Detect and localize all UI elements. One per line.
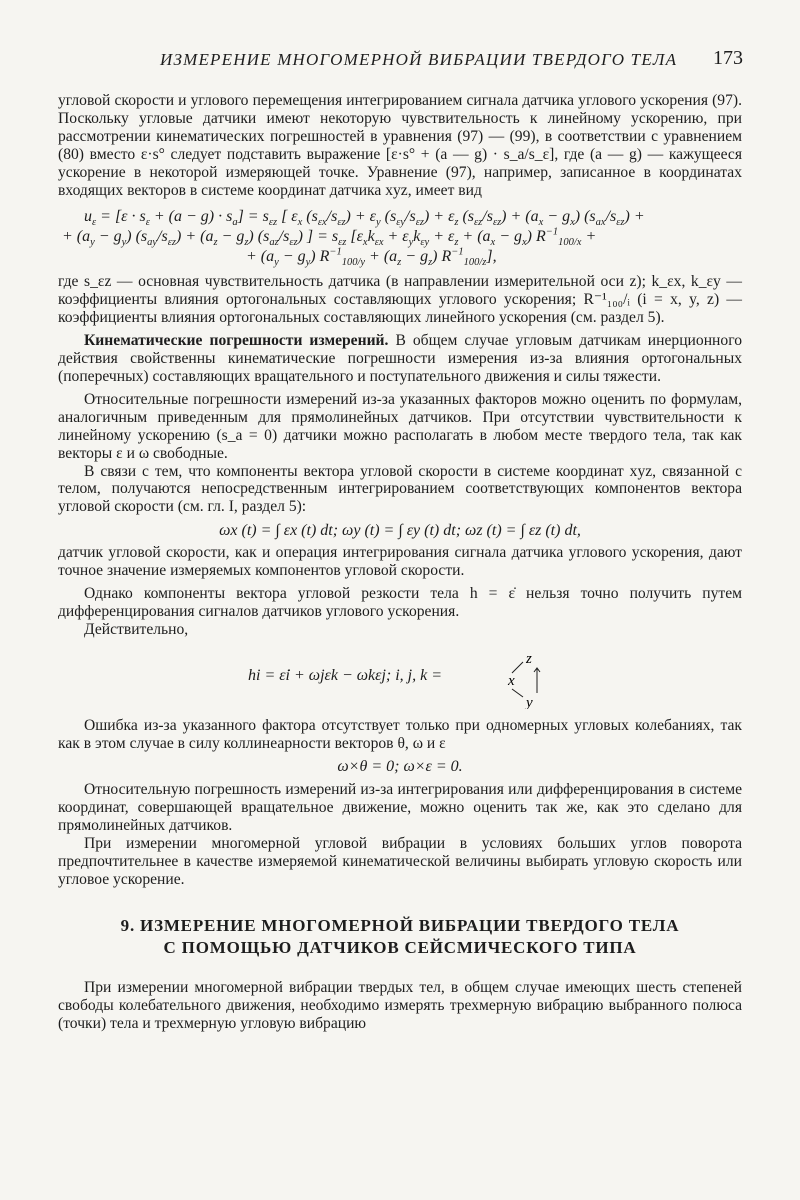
running-title: ИЗМЕРЕНИЕ МНОГОМЕРНОЙ ВИБРАЦИИ ТВЕРДОГО ТЕЛА (160, 50, 678, 69)
cyclic-permutation-diagram (506, 645, 566, 709)
paragraph-coefficients: где s_εz — основная чувствительность датчика (в направлении измерительной оси z); k_εx, k_εy — коэффициенты влияния ортогональных составляющих углового ускорения; R⁻¹₁₀₀/ᵢ (i = x, y, z) — коэффициенты влияния ортогональных составляющих линейного ускорения (см. раздел 5). (58, 273, 742, 327)
section-heading-line-1: 9. ИЗМЕРЕНИЕ МНОГОМЕРНОЙ ВИБРАЦИИ ТВЕРДОГО ТЕЛА (120, 915, 680, 935)
paragraph-intro: угловой скорости и углового перемещения интегрированием сигнала датчика углового ускорения (97). Поскольку угловые датчики имеют некоторую чувствительность к линейному ускорению, при рассмотрении кинематических погрешностей в уравнения (97) — (99), в соответствии с уравнением (80) вместо ε·s° следует подставить выражение [ε·s° + (a — g) · s_a/s_ε], где (a — g) — кажущееся ускорение в некоторой измеряющей точке. Уравнение (97), например, записанное в координатах входящих векторов в системе координат датчика xyz, имеет вид (58, 92, 742, 199)
paragraph-run-in-title: Кинематические погрешности измерений. (84, 332, 389, 350)
paragraph-kinematic-errors (58, 332, 742, 386)
running-head (0, 47, 800, 76)
section-heading-line-2: С ПОМОЩЬЮ ДАТЧИКОВ СЕЙСМИЧЕСКОГО ТИПА (163, 937, 637, 957)
section-heading (58, 915, 742, 959)
diag-x: x (508, 672, 515, 689)
paragraph-kinematic-text: В общем случае угловым датчикам инерционного действия свойственны кинематические погрешности измерения из-за влияния ортогональных (поперечных) составляющих вращательного и поступательного движения и силы тяжести. (58, 332, 742, 385)
formula-h (58, 645, 742, 709)
formula-u-epsilon: $u_\varepsilon = [\varepsilon \cdot s_\varepsilon + (a - g) \cdot s_a] = s_{\varepsilon z}$ [ $\varepsilon_x$ $(s_{\varepsilon x}/s_{\varepsilon z}) + \varepsilon_y$ $(s_{\varepsilon y}/s_{\varepsilon z}) + \varepsilon_z$ $(s_{\varepsilon z}/s_{\varepsilon z}) + (a_x - g_x) (s_{ax}/s_{\varepsilon z})$ + + $(a_y - g_y) (s_{ay}/s_{\varepsilon z}) + (a_z - g_z)$ $(s_{az}/s_{\varepsilon z})$ ] = $s_{\varepsilon z}$ [$\varepsilon_xk_{\varepsilon x} + \varepsilon_yk_{\varepsilon y} + \varepsilon_z + (a_x - g_x) R^{-1}_{100/x}$ + + $(a_y - g_y) R^{-1}_{100/y} + (a_z - g_z)$ $R^{-1}_{100/z}$], (62, 208, 645, 269)
paragraph-integration: Относительную погрешность измерений из-за интегрирования или дифференцирования в системе координат, совершающей вращательное движение, можно оценить так же, как это сделано для прямолинейных датчиков. (58, 781, 742, 835)
formula-cross: ω×θ = 0; ω×ε = 0. (337, 758, 463, 776)
paragraph-indeed: Действительно, (84, 620, 189, 638)
paragraph-error-absent: Ошибка из-за указанного фактора отсутствует только при одномерных угловых колебаниях, так как в этом случае в силу коллинеарности векторов θ, ω и ε (58, 716, 742, 752)
paragraph-relative-errors: Относительные погрешности измерений из-за указанных факторов можно оценить по формулам, аналогичным приведенным для прямолинейных датчиков. При отсутствии чувствительности к линейному ускорению (s_a = 0) датчики можно располагать в любом месте твердого тела, так как векторы ε и ω свободные. (58, 390, 742, 462)
paragraph-jerk: Однако компоненты вектора угловой резкости тела h = ε̇ нельзя точно получить путем дифференцирования сигналов датчиков углового ускорения. (58, 584, 742, 620)
formula-h-text: hi = ε̇i + ωjεk − ωkεj; i, j, k = (248, 666, 442, 684)
diag-y: y (526, 694, 533, 709)
paragraph-sensor: датчик угловой скорости, как и операция интегрирования сигнала датчика углового ускорения, дают точное значение измеряемых компонентов угловой скорости. (58, 544, 742, 580)
formula-omega: ωx (t) = ∫ εx (t) dt; ωy (t) = ∫ εy (t) dt; ωz (t) = ∫ εz (t) dt, (219, 522, 581, 540)
paragraph-angular-velocity: В связи с тем, что компоненты вектора угловой скорости в системе координат xyz, связанной с телом, получаются непосредственным интегрированием соответствующих компонентов вектора угловой скорости (см. гл. I, раздел 5): (58, 462, 742, 516)
page-number: 173 (713, 47, 743, 69)
diag-z: z (526, 650, 532, 667)
paragraph-section-intro: При измерении многомерной вибрации твердых тел, в общем случае имеющих шесть степеней свободы колебательного движения, необходимо измерять трехмерную вибрацию выбранного полюса (точки) тела и трехмерную угловую вибрацию (58, 978, 742, 1032)
paragraph-large-angles: При измерении многомерной угловой вибрации в условиях больших углов поворота предпочтительнее в качестве измеряемой кинематической величины выбирать угловую скорость или угловое ускорение. (58, 835, 742, 888)
page-body (58, 92, 742, 1033)
